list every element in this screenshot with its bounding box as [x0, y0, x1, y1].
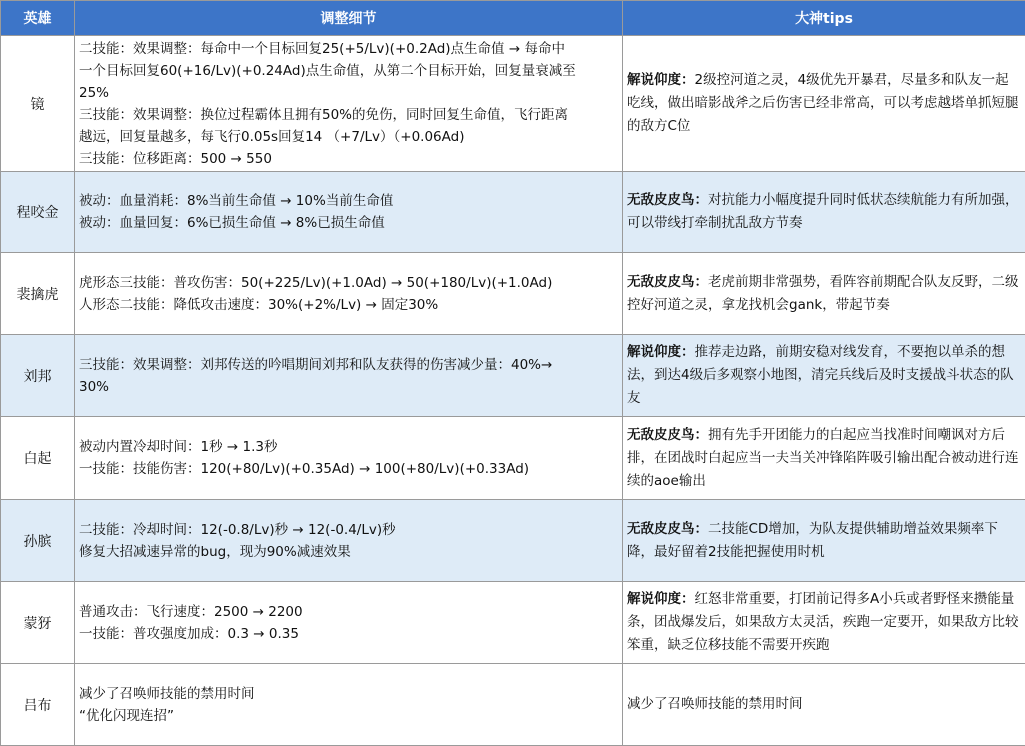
- tip-author: 解说仰度：: [627, 591, 695, 607]
- detail-line: 三技能：位移距离：500 → 550: [79, 148, 618, 170]
- tip-text: 红怒非常重要，打团前记得多A小兵或者野怪来攒能量条，团战爆发后，如果敌方太灵活，疾跑一定要开，如果敌方比较笨重，缺乏位移技能不需要开疾跑: [627, 591, 1019, 653]
- tip-text: 拥有先手开团能力的白起应当找准时间嘲讽对方后排，在团战时白起应当一夫当关冲锋陷阵吸引输出配合被动进行连续的aoe输出: [627, 427, 1019, 489]
- detail-cell: [75, 500, 623, 582]
- detail-line: 被动：血量回复：6%已损生命值 → 8%已损生命值: [79, 212, 618, 234]
- detail-line: 一技能：技能伤害：120(+80/Lv)(+0.35Ad) → 100(+80/Lv)(+0.33Ad): [79, 458, 618, 480]
- hero-name: 蒙犽: [1, 582, 75, 664]
- tip-text: 减少了召唤师技能的禁用时间: [627, 696, 803, 712]
- detail-line: 被动内置冷却时间：1秒 → 1.3秒: [79, 436, 618, 458]
- tip-author: 无敌皮皮鸟：: [627, 192, 708, 208]
- tip-cell: [623, 36, 1025, 172]
- table-row: [1, 172, 1025, 253]
- tip-cell: [623, 172, 1025, 253]
- detail-cell: [75, 253, 623, 335]
- table-row: [1, 36, 1025, 172]
- table-row: [1, 582, 1025, 664]
- header-tips: 大神tips: [623, 1, 1025, 36]
- detail-line: 二技能：效果调整：每命中一个目标回复25(+5/Lv)(+0.2Ad)点生命值 → 每命中: [79, 38, 618, 60]
- table-row: [1, 417, 1025, 500]
- header-detail: 调整细节: [75, 1, 623, 36]
- hero-name: 白起: [1, 417, 75, 500]
- detail-line: 人形态二技能：降低攻击速度：30%(+2%/Lv) → 固定30%: [79, 294, 618, 316]
- detail-line: 一个目标回复60(+16/Lv)(+0.24Ad)点生命值，从第二个目标开始，回复量衰减至: [79, 60, 618, 82]
- detail-line: 三技能：效果调整：换位过程霸体且拥有50%的免伤，同时回复生命值，飞行距离: [79, 104, 618, 126]
- hero-name: 镜: [1, 36, 75, 172]
- table-row: [1, 253, 1025, 335]
- tip-text: 老虎前期非常强势，看阵容前期配合队友反野，二级控好河道之灵，拿龙找机会gank，带起节奏: [627, 274, 1019, 313]
- detail-line: 减少了召唤师技能的禁用时间: [79, 683, 618, 705]
- detail-line: 25%: [79, 82, 618, 104]
- detail-line: 越远，回复量越多，每飞行0.05s回复14 （+7/Lv）（+0.06Ad): [79, 126, 618, 148]
- tip-text: 2级控河道之灵，4级优先开暴君，尽量多和队友一起吃线，做出暗影战斧之后伤害已经非常高，可以考虑越塔单抓短腿的敌方C位: [627, 72, 1019, 134]
- tip-cell: [623, 500, 1025, 582]
- tip-cell: [623, 664, 1025, 746]
- header-hero: 英雄: [1, 1, 75, 36]
- tip-cell: [623, 417, 1025, 500]
- detail-line: 被动：血量消耗：8%当前生命值 → 10%当前生命值: [79, 190, 618, 212]
- tip-text: 二技能CD增加，为队友提供辅助增益效果频率下降，最好留着2技能把握使用时机: [627, 521, 998, 560]
- detail-line: 三技能：效果调整：刘邦传送的吟唱期间刘邦和队友获得的伤害减少量：40%→: [79, 354, 618, 376]
- tip-author: 解说仰度：: [627, 344, 695, 360]
- hero-name: 孙膑: [1, 500, 75, 582]
- detail-cell: [75, 335, 623, 417]
- tip-author: 无敌皮皮鸟：: [627, 274, 708, 290]
- hero-name: 刘邦: [1, 335, 75, 417]
- tip-text: 推荐走边路，前期安稳对线发育，不要抱以单杀的想法，到达4级后多观察小地图，清完兵线后及时支援战斗状态的队友: [627, 344, 1014, 406]
- detail-line: 修复大招减速异常的bug，现为90%减速效果: [79, 541, 618, 563]
- detail-cell: [75, 664, 623, 746]
- hero-name: 裴擒虎: [1, 253, 75, 335]
- detail-cell: [75, 582, 623, 664]
- header-row: [1, 1, 1025, 36]
- table-row: [1, 664, 1025, 746]
- tip-author: 无敌皮皮鸟：: [627, 521, 708, 537]
- tip-cell: [623, 582, 1025, 664]
- detail-line: 一技能：普攻强度加成：0.3 → 0.35: [79, 623, 618, 645]
- detail-line: 30%: [79, 376, 618, 398]
- detail-line: 二技能：冷却时间：12(-0.8/Lv)秒 → 12(-0.4/Lv)秒: [79, 519, 618, 541]
- detail-line: 普通攻击：飞行速度：2500 → 2200: [79, 601, 618, 623]
- hero-name: 吕布: [1, 664, 75, 746]
- detail-line: 虎形态三技能：普攻伤害：50(+225/Lv)(+1.0Ad) → 50(+180/Lv)(+1.0Ad): [79, 272, 618, 294]
- table-row: [1, 500, 1025, 582]
- detail-cell: [75, 36, 623, 172]
- tip-author: 解说仰度：: [627, 72, 695, 88]
- detail-line: “优化闪现连招”: [79, 705, 618, 727]
- hero-name: 程咬金: [1, 172, 75, 253]
- tip-text: 对抗能力小幅度提升同时低状态续航能力有所加强，可以带线打牵制扰乱敌方节奏: [627, 192, 1019, 231]
- detail-cell: [75, 172, 623, 253]
- tip-author: 无敌皮皮鸟：: [627, 427, 708, 443]
- tip-cell: [623, 335, 1025, 417]
- table-row: [1, 335, 1025, 417]
- tip-cell: [623, 253, 1025, 335]
- detail-cell: [75, 417, 623, 500]
